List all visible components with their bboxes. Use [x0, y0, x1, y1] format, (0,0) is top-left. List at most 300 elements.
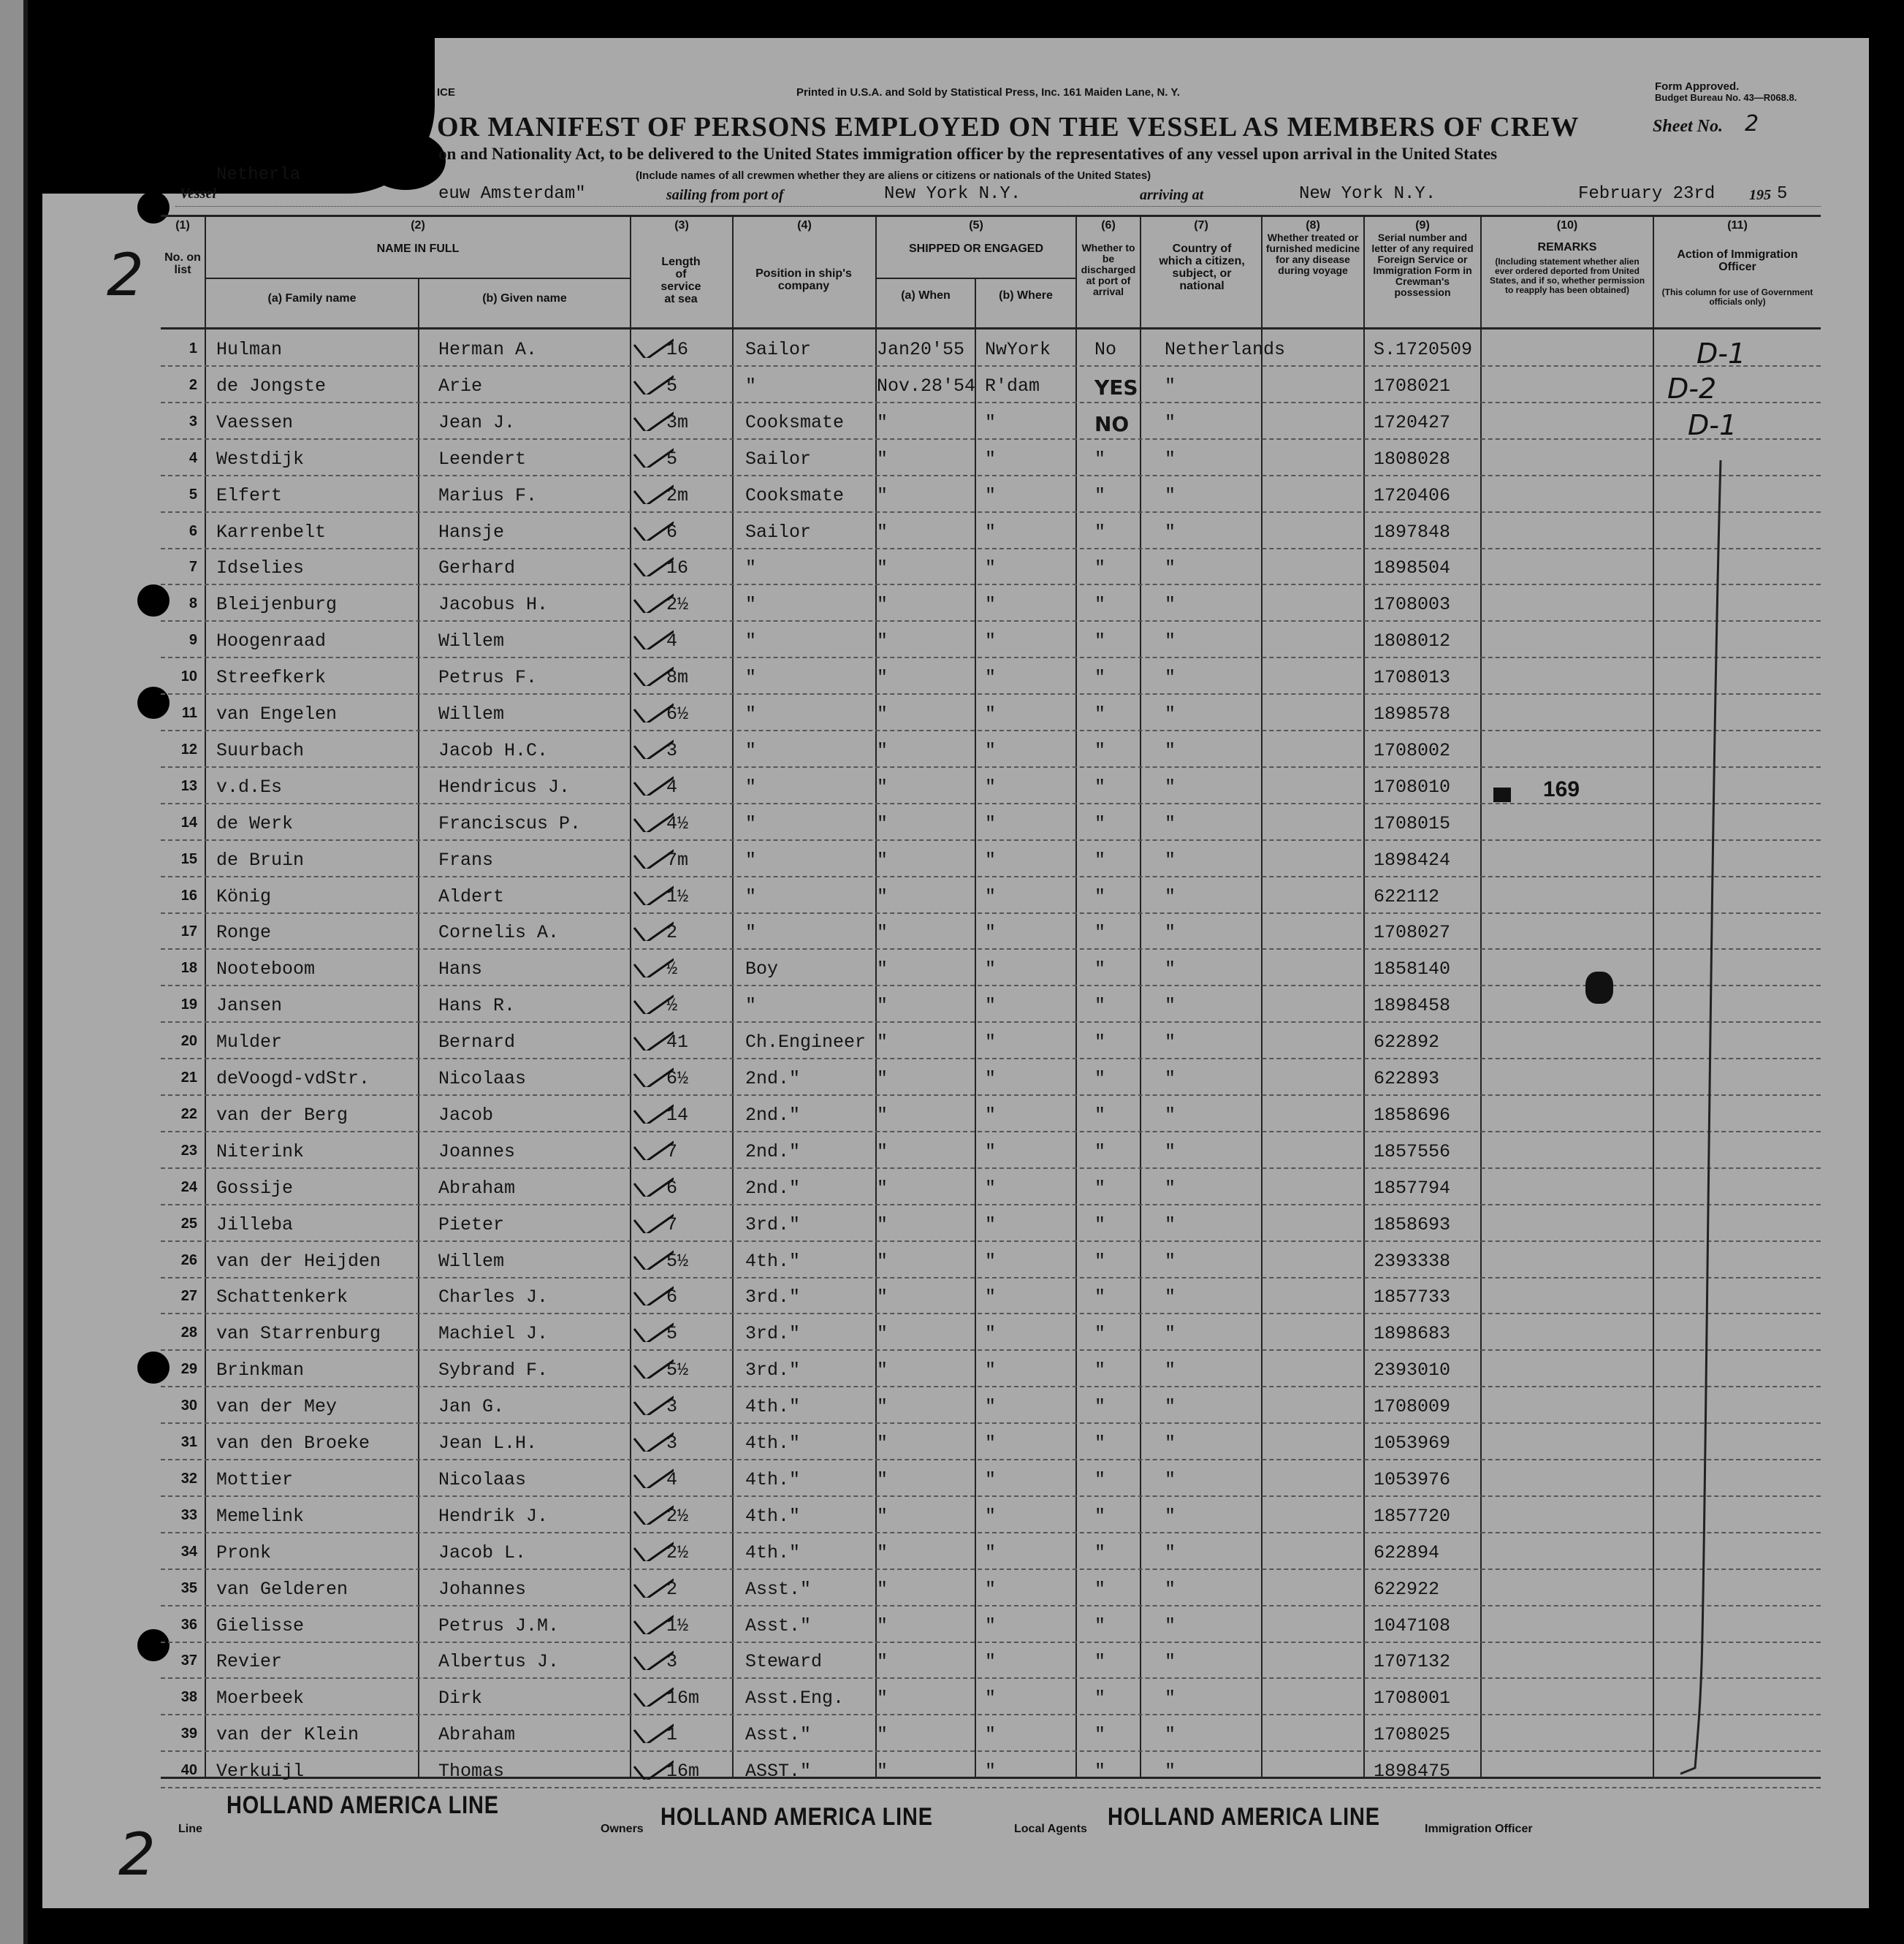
form-approved: Form Approved. — [1655, 80, 1740, 93]
service-length: 1½ — [666, 1615, 689, 1636]
row-divider — [161, 657, 1821, 658]
punch-hole — [137, 1629, 170, 1661]
shipped-when: " — [877, 1688, 888, 1709]
position: " — [745, 667, 757, 689]
position: " — [745, 704, 757, 725]
service-length: 1½ — [666, 885, 689, 907]
check-mark-icon — [630, 1240, 674, 1270]
country: " — [1165, 1250, 1176, 1272]
given-name: Dirk — [438, 1688, 483, 1709]
footer-line-label: Line — [178, 1823, 202, 1835]
check-mark-icon — [630, 1714, 674, 1743]
shipped-where: " — [985, 1468, 997, 1490]
discharge: " — [1094, 1396, 1106, 1418]
shipped-when: " — [877, 1541, 888, 1563]
discharge: " — [1094, 704, 1106, 725]
shipped-when: " — [877, 1761, 888, 1783]
given-name: Willem — [438, 630, 505, 652]
position: Ch.Engineer — [745, 1032, 867, 1053]
family-name: van der Mey — [216, 1396, 338, 1418]
country: " — [1165, 995, 1176, 1017]
country: " — [1165, 1615, 1176, 1636]
serial-number: 1047108 — [1374, 1615, 1451, 1636]
row-divider — [161, 1787, 1821, 1788]
service-length: 41 — [666, 1032, 689, 1053]
shipped-where: " — [985, 1541, 997, 1563]
shipped-where: " — [985, 1578, 997, 1600]
serial-number: 1808012 — [1374, 630, 1451, 652]
service-length: 2m — [666, 484, 689, 506]
country: " — [1165, 448, 1176, 470]
check-mark-icon — [630, 1204, 674, 1233]
shipped-when: " — [877, 1287, 888, 1308]
country: " — [1165, 1505, 1176, 1527]
serial-number: 2393010 — [1374, 1360, 1451, 1381]
vessel-nationality: Netherla — [216, 165, 301, 185]
family-name: Jansen — [216, 995, 283, 1017]
shipped-where: " — [985, 1651, 997, 1673]
row-number: 19 — [180, 996, 197, 1013]
row-number: 11 — [181, 705, 197, 721]
country: " — [1165, 1578, 1176, 1600]
discharge: " — [1094, 849, 1106, 871]
check-mark-icon — [630, 1021, 674, 1051]
check-mark-icon — [630, 438, 674, 468]
column-divider — [1075, 215, 1077, 1778]
vessel-underline — [175, 206, 1821, 207]
service-length: 2½ — [666, 1505, 689, 1527]
check-mark-icon — [630, 803, 674, 832]
row-divider — [161, 693, 1821, 695]
check-mark-icon — [630, 1677, 674, 1707]
service-length: 14 — [666, 1104, 689, 1126]
row-number: 26 — [180, 1251, 197, 1268]
serial-number: 1858693 — [1374, 1213, 1451, 1235]
service-length: 1 — [666, 1724, 678, 1746]
family-name: Hulman — [216, 339, 283, 360]
serial-number: 1708015 — [1374, 812, 1451, 834]
given-name: Petrus J.M. — [438, 1615, 560, 1636]
shipped-when: " — [877, 594, 888, 616]
position: 3rd." — [745, 1323, 801, 1345]
country: " — [1165, 958, 1176, 980]
row-number: 18 — [180, 960, 197, 977]
col10-subheader: (Including statement whether alien ever ordered deported from United States, and if so, whether permission to reapply has been obtained) — [1489, 256, 1645, 295]
country: " — [1165, 1140, 1176, 1162]
col6-header: Whether to be discharged at port of arrival — [1081, 242, 1136, 297]
discharge: " — [1094, 1323, 1106, 1345]
action-bracket-line — [1651, 438, 1739, 1797]
column-divider — [1261, 215, 1263, 1778]
row-number: 28 — [180, 1324, 197, 1341]
check-mark-icon — [630, 693, 674, 723]
row-divider — [161, 1058, 1821, 1059]
position: Cooksmate — [745, 411, 845, 433]
family-name: Memelink — [216, 1505, 305, 1527]
discharge: " — [1094, 1724, 1106, 1746]
family-name: deVoogd-vdStr. — [216, 1068, 370, 1089]
col5b-header: (b) Where — [999, 289, 1053, 302]
shipped-where: " — [985, 1032, 997, 1053]
shipped-where: " — [985, 1761, 997, 1783]
discharge: YES — [1094, 375, 1138, 400]
footer-line-stamp: HOLLAND AMERICA LINE — [226, 1791, 499, 1819]
serial-number: 1898578 — [1374, 704, 1451, 725]
shipped-where: " — [985, 1360, 997, 1381]
table-header-bottom — [161, 327, 1821, 329]
family-name: de Werk — [216, 812, 294, 834]
check-mark-icon — [630, 1386, 674, 1415]
position: 3rd." — [745, 1287, 801, 1308]
serial-number: 1708027 — [1374, 922, 1451, 944]
serial-number: 622892 — [1374, 1032, 1440, 1053]
shipped-where: " — [985, 1250, 997, 1272]
serial-number: 1898424 — [1374, 849, 1451, 871]
row-number: 31 — [180, 1434, 197, 1450]
row-number: 5 — [189, 486, 197, 503]
given-name: Charles J. — [438, 1287, 549, 1308]
position: 4th." — [745, 1505, 801, 1527]
discharge: " — [1094, 1761, 1106, 1783]
country: " — [1165, 521, 1176, 543]
country: " — [1165, 739, 1176, 761]
discharge: " — [1094, 1104, 1106, 1126]
check-mark-icon — [630, 329, 674, 358]
position: 4th." — [745, 1468, 801, 1490]
discharge: " — [1094, 1433, 1106, 1454]
col7-header: Country of which a citizen, subject, or national — [1159, 243, 1245, 292]
country: " — [1165, 630, 1176, 652]
service-length: 16 — [666, 557, 689, 579]
service-length: 2½ — [666, 594, 689, 616]
punch-hole — [137, 1352, 170, 1384]
country: " — [1165, 1032, 1176, 1053]
country: " — [1165, 594, 1176, 616]
family-name: van der Klein — [216, 1724, 359, 1746]
family-name: Mulder — [216, 1032, 283, 1053]
serial-number: 1857556 — [1374, 1140, 1451, 1162]
position: Asst." — [745, 1578, 812, 1600]
country: " — [1165, 776, 1176, 798]
serial-number: 1053976 — [1374, 1468, 1451, 1490]
col9-number: (9) — [1415, 219, 1430, 232]
shipped-where: " — [985, 849, 997, 871]
given-name: Frans — [438, 849, 494, 871]
shipped-where: " — [985, 1104, 997, 1126]
col5-header: SHIPPED OR ENGAGED — [908, 243, 1044, 255]
sailing-port: New York N.Y. — [884, 184, 1021, 204]
row-divider — [161, 1094, 1821, 1096]
position: 4th." — [745, 1541, 801, 1563]
row-number: 34 — [180, 1543, 197, 1560]
country: " — [1165, 1068, 1176, 1089]
printer-note: Printed in U.S.A. and Sold by Statistical Press, Inc. 161 Maiden Lane, N. Y. — [796, 86, 1180, 99]
row-number: 10 — [180, 668, 197, 685]
shipped-when: " — [877, 1032, 888, 1053]
shipped-when: " — [877, 704, 888, 725]
punch-hole — [137, 687, 170, 719]
shipped-when: " — [877, 667, 888, 689]
service-length: 16m — [666, 1688, 700, 1709]
position: 4th." — [745, 1250, 801, 1272]
position: Asst." — [745, 1724, 812, 1746]
shipped-where: " — [985, 704, 997, 725]
shipped-when: " — [877, 1396, 888, 1418]
country: " — [1165, 411, 1176, 433]
discharge: " — [1094, 1505, 1106, 1527]
family-name: Streefkerk — [216, 667, 327, 689]
country: " — [1165, 667, 1176, 689]
row-divider — [161, 985, 1821, 986]
check-mark-icon — [630, 547, 674, 576]
row-number: 39 — [180, 1726, 197, 1742]
serial-number: 1708021 — [1374, 375, 1451, 397]
check-mark-icon — [630, 912, 674, 941]
row-divider — [161, 620, 1821, 622]
row-divider — [161, 584, 1821, 585]
serial-number: 1857733 — [1374, 1287, 1451, 1308]
check-mark-icon — [630, 1568, 674, 1598]
serial-number: 1708013 — [1374, 667, 1451, 689]
col1-header: No. on list — [164, 251, 201, 276]
family-name: Ronge — [216, 922, 272, 944]
given-name: Machiel J. — [438, 1323, 549, 1345]
check-mark-icon — [630, 1605, 674, 1634]
row-divider — [161, 803, 1821, 804]
discharge: " — [1094, 1213, 1106, 1235]
position: " — [745, 557, 757, 579]
position: ASST." — [745, 1761, 812, 1783]
serial-number: 1708009 — [1374, 1396, 1451, 1418]
footer-owners-label: Owners — [601, 1823, 644, 1835]
position: Cooksmate — [745, 484, 845, 506]
footer-agents-stamp: HOLLAND AMERICA LINE — [1108, 1803, 1380, 1831]
given-name: Cornelis A. — [438, 922, 560, 944]
row-divider — [161, 1459, 1821, 1460]
check-mark-icon — [630, 1495, 674, 1525]
service-length: 4 — [666, 630, 678, 652]
position: " — [745, 849, 757, 871]
row-number: 22 — [180, 1105, 197, 1122]
given-name: Bernard — [438, 1032, 516, 1053]
country: " — [1165, 484, 1176, 506]
discharge: NO — [1094, 411, 1130, 436]
family-name: Karrenbelt — [216, 521, 327, 543]
column-divider — [732, 215, 734, 1778]
row-divider — [161, 475, 1821, 476]
serial-number: 1708001 — [1374, 1688, 1451, 1709]
shipped-where: " — [985, 1140, 997, 1162]
form-subtitle: on and Nationality Act, to be delivered to the United States immigration officer by the representatives of any vessel upon arrival in the United States — [438, 145, 1498, 163]
service-length: 6 — [666, 1177, 678, 1199]
given-name: Willem — [438, 704, 505, 725]
shipped-when: " — [877, 1213, 888, 1235]
row-divider — [161, 1642, 1821, 1643]
row-number: 30 — [180, 1398, 197, 1414]
service-length: 16m — [666, 1761, 700, 1783]
serial-number: 622112 — [1374, 885, 1440, 907]
row-number: 14 — [180, 814, 197, 831]
family-name: Elfert — [216, 484, 283, 506]
action-mark-1: D-1 — [1697, 338, 1746, 370]
year-prefix: 195 — [1749, 187, 1771, 203]
country: " — [1165, 1177, 1176, 1199]
row-divider — [161, 1605, 1821, 1606]
adjacent-page-strip — [0, 0, 28, 1944]
check-mark-icon — [630, 948, 674, 977]
discharge: " — [1094, 1140, 1106, 1162]
position: " — [745, 885, 757, 907]
service-length: 5 — [666, 375, 678, 397]
given-name: Thomas — [438, 1761, 505, 1783]
service-length: 5½ — [666, 1360, 689, 1381]
discharge: " — [1094, 885, 1106, 907]
position: " — [745, 630, 757, 652]
given-name: Aldert — [438, 885, 505, 907]
shipped-where: " — [985, 630, 997, 652]
discharge: No — [1094, 339, 1117, 360]
serial-number: 1858696 — [1374, 1104, 1451, 1126]
punch-hole — [137, 1929, 159, 1943]
given-name: Arie — [438, 375, 483, 397]
row-number: 24 — [180, 1178, 197, 1195]
shipped-where: " — [985, 922, 997, 944]
shipped-when: " — [877, 1651, 888, 1673]
given-name: Petrus F. — [438, 667, 538, 689]
page-mark-top: 2 — [107, 241, 144, 309]
row-number: 32 — [180, 1470, 197, 1487]
country: " — [1165, 1360, 1176, 1381]
discharge: " — [1094, 557, 1106, 579]
position: 3rd." — [745, 1360, 801, 1381]
row-number: 23 — [180, 1142, 197, 1159]
row-number: 36 — [180, 1616, 197, 1633]
position: Sailor — [745, 339, 812, 360]
discharge: " — [1094, 1177, 1106, 1199]
serial-number: 1898475 — [1374, 1761, 1451, 1783]
check-mark-icon — [630, 1349, 674, 1379]
country: " — [1165, 704, 1176, 725]
service-length: 7 — [666, 1140, 678, 1162]
row-divider — [161, 1167, 1821, 1169]
col11-number: (11) — [1727, 219, 1748, 232]
row-divider — [161, 1277, 1821, 1278]
torn-notch — [365, 131, 446, 190]
row-divider — [161, 730, 1821, 731]
discharge: " — [1094, 1360, 1106, 1381]
given-name: Abraham — [438, 1724, 516, 1746]
row-divider — [161, 1386, 1821, 1387]
col4-number: (4) — [797, 219, 812, 232]
check-mark-icon — [630, 1058, 674, 1087]
row-number: 6 — [189, 522, 197, 539]
family-name: de Bruin — [216, 849, 305, 871]
country: " — [1165, 1104, 1176, 1126]
check-mark-icon — [630, 475, 674, 504]
shipped-where: " — [985, 776, 997, 798]
country: " — [1165, 1433, 1176, 1454]
shipped-where: " — [985, 411, 997, 433]
shipped-when: " — [877, 958, 888, 980]
shipped-where: " — [985, 739, 997, 761]
service-length: 6 — [666, 1287, 678, 1308]
shipped-when: " — [877, 1323, 888, 1345]
serial-number: 1898504 — [1374, 557, 1451, 579]
discharge: " — [1094, 995, 1106, 1017]
column-divider — [1363, 215, 1365, 1778]
shipped-when: " — [877, 1360, 888, 1381]
service-length: 7 — [666, 1213, 678, 1235]
country: " — [1165, 375, 1176, 397]
shipped-where: R'dam — [985, 375, 1040, 397]
row-number: 35 — [180, 1579, 197, 1596]
given-name: Jacob — [438, 1104, 494, 1126]
shipped-where: " — [985, 1177, 997, 1199]
position: " — [745, 776, 757, 798]
family-name: Mottier — [216, 1468, 294, 1490]
table-top-border — [161, 215, 1821, 217]
shipped-where: " — [985, 995, 997, 1017]
row-number: 38 — [180, 1689, 197, 1706]
service-length: 3 — [666, 739, 678, 761]
footer-agents-label: Local Agents — [1014, 1823, 1087, 1835]
row-divider — [161, 912, 1821, 914]
shipped-where: " — [985, 1505, 997, 1527]
shipped-when: " — [877, 521, 888, 543]
discharge: " — [1094, 739, 1106, 761]
row-number: 17 — [180, 923, 197, 940]
check-mark-icon — [630, 1276, 674, 1305]
shipped-where: " — [985, 484, 997, 506]
service-length: 2½ — [666, 1541, 689, 1563]
shipped-where: " — [985, 1323, 997, 1345]
row-divider — [161, 1677, 1821, 1679]
discharge: " — [1094, 1468, 1106, 1490]
given-name: Hansje — [438, 521, 505, 543]
row-divider — [161, 511, 1821, 513]
row-divider — [161, 839, 1821, 841]
serial-number: 1858140 — [1374, 958, 1451, 980]
shipped-when: " — [877, 1578, 888, 1600]
row-number: 27 — [180, 1288, 197, 1305]
position: " — [745, 594, 757, 616]
action-mark-2: D-2 — [1667, 373, 1717, 405]
service-length: 3 — [666, 1396, 678, 1418]
service-length: 7m — [666, 849, 689, 871]
row-divider — [161, 1532, 1821, 1533]
check-mark-icon — [630, 1532, 674, 1561]
given-name: Jacob L. — [438, 1541, 527, 1563]
row-divider — [161, 1349, 1821, 1351]
col10-number: (10) — [1556, 219, 1578, 232]
shipped-when: " — [877, 630, 888, 652]
country: " — [1165, 1651, 1176, 1673]
given-name: Herman A. — [438, 339, 538, 360]
family-name: Idselies — [216, 557, 305, 579]
family-name: Hoogenraad — [216, 630, 327, 652]
given-name: Gerhard — [438, 557, 516, 579]
check-mark-icon — [630, 1094, 674, 1124]
discharge: " — [1094, 958, 1106, 980]
country: " — [1165, 1213, 1176, 1235]
shipped-when: " — [877, 739, 888, 761]
shipped-where: NwYork — [985, 339, 1051, 360]
given-name: Franciscus P. — [438, 812, 582, 834]
year-suffix: 5 — [1777, 184, 1788, 204]
family-name: Brinkman — [216, 1360, 305, 1381]
shipped-when: " — [877, 1140, 888, 1162]
shipped-when: " — [877, 1068, 888, 1089]
